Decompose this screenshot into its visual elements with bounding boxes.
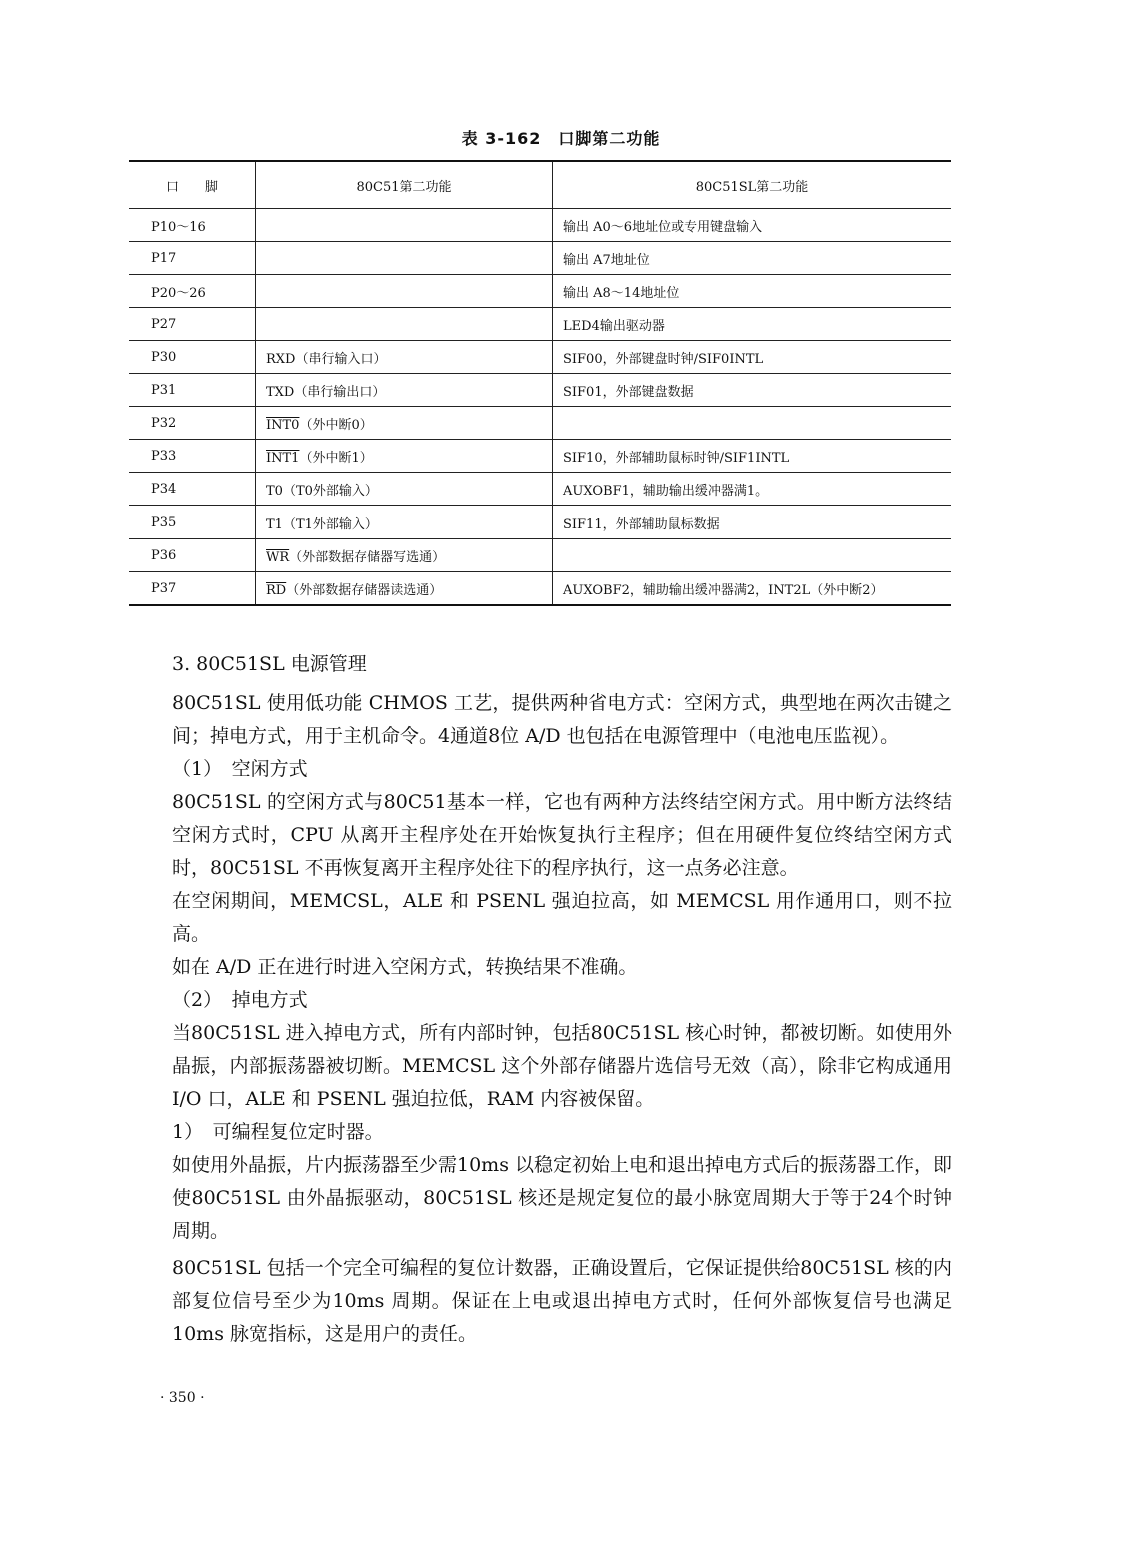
pin-cell: P27 <box>129 308 256 341</box>
f80c51sl-cell <box>553 407 952 440</box>
f80c51sl-cell: AUXOBF2，辅助输出缓冲器满2，INT2L（外中断2） <box>553 572 952 606</box>
table-row <box>129 341 951 374</box>
overlined-signal: INT1 <box>266 450 300 466</box>
table-row <box>129 275 951 308</box>
pin-cell: P10～16 <box>129 209 256 242</box>
table-title: 表 3-162 口脚第二功能 <box>461 129 661 148</box>
table-header-row <box>129 161 951 209</box>
overlined-signal: INT0 <box>266 417 300 433</box>
pin-cell: P34 <box>129 473 256 506</box>
header-pin: 口 脚 <box>129 161 256 209</box>
body-text <box>172 648 952 1351</box>
f80c51-cell <box>256 407 553 440</box>
f80c51-cell <box>256 209 553 242</box>
f80c51sl-cell: LED4输出驱动器 <box>553 308 952 341</box>
f80c51-cell <box>256 308 553 341</box>
subheading: （2） 掉电方式 <box>172 989 308 1011</box>
pin-cell: P35 <box>129 506 256 539</box>
paragraph: 80C51SL 使用低功能 CHMOS 工艺，提供两种省电方式：空闲方式，典型地在两次击键之间；掉电方式，用于主机命令。4通道8位 A/D 也包括在电源管理中（电池电压监视）。 <box>172 692 952 747</box>
pin-cell: P36 <box>129 539 256 572</box>
signal-description: （外部数据存储器写选通） <box>289 549 446 565</box>
table-row <box>129 539 951 572</box>
header-80c51: 80C51第二功能 <box>256 161 553 209</box>
pin-cell: P33 <box>129 440 256 473</box>
paragraph: 当80C51SL 进入掉电方式，所有内部时钟，包括80C51SL 核心时钟，都被切断。如使用外晶振，内部振荡器被切断。MEMCSL 这个外部存储器片选信号无效（高），除非它构成通用 I/O 口，ALE 和 PSENL 强迫拉低，RAM 内容被保留。 <box>172 1022 952 1110</box>
table-row <box>129 440 951 473</box>
f80c51sl-cell: AUXOBF1，辅助输出缓冲器满1。 <box>553 473 952 506</box>
f80c51-cell: T0（T0外部输入） <box>256 473 553 506</box>
table-row <box>129 308 951 341</box>
f80c51sl-cell: 输出 A0～6地址位或专用键盘输入 <box>553 209 952 242</box>
table-row <box>129 572 951 606</box>
header-80c51sl: 80C51SL第二功能 <box>553 161 952 209</box>
f80c51-cell <box>256 242 553 275</box>
table-row <box>129 473 951 506</box>
overlined-signal: $\overline{WR}$ <box>266 549 290 565</box>
signal-description: （外部数据存储器读选通） <box>286 582 443 598</box>
pin-cell: P17 <box>129 242 256 275</box>
f80c51-cell <box>256 539 553 572</box>
signal-description: （外中断1） <box>299 450 373 466</box>
pin-function-table <box>129 160 951 606</box>
section-heading: 3. 80C51SL 电源管理 <box>172 653 367 675</box>
table-row <box>129 407 951 440</box>
f80c51sl-cell: 输出 A7地址位 <box>553 242 952 275</box>
table-row <box>129 209 951 242</box>
paragraph: 如使用外晶振，片内振荡器至少需10ms 以稳定初始上电和退出掉电方式后的振荡器工作，即使80C51SL 由外晶振驱动，80C51SL 核还是规定复位的最小脉宽周期大于等于24个时钟周期。 <box>172 1154 952 1242</box>
f80c51-cell: TXD（串行输出口） <box>256 374 553 407</box>
f80c51sl-cell: SIF11，外部辅助鼠标数据 <box>553 506 952 539</box>
f80c51sl-cell <box>553 539 952 572</box>
pin-cell: P30 <box>129 341 256 374</box>
f80c51-cell <box>256 572 553 606</box>
paragraph: 如在 A/D 正在进行时进入空闲方式，转换结果不准确。 <box>172 956 638 978</box>
pin-cell: P20～26 <box>129 275 256 308</box>
table-row <box>129 374 951 407</box>
paragraph: 80C51SL 的空闲方式与80C51基本一样，它也有两种方法终结空闲方式。用中断方法终结空闲方式时，CPU 从离开主程序处在开始恢复执行主程序；但在用硬件复位终结空闲方式时，80C51SL 不再恢复离开主程序处往下的程序执行，这一点务必注意。 <box>172 791 952 879</box>
f80c51-cell: T1（T1外部输入） <box>256 506 553 539</box>
overlined-signal: $\overline{RD}$ <box>266 582 287 598</box>
subheading: 1） 可编程复位定时器。 <box>172 1121 384 1143</box>
f80c51-cell: RXD（串行输入口） <box>256 341 553 374</box>
pin-cell: P37 <box>129 572 256 606</box>
f80c51-cell <box>256 440 553 473</box>
pin-cell: P31 <box>129 374 256 407</box>
subheading: （1） 空闲方式 <box>172 758 308 780</box>
paragraph: 在空闲期间，MEMCSL，ALE 和 PSENL 强迫拉高，如 MEMCSL 用作通用口，则不拉高。 <box>172 890 952 945</box>
paragraph: 80C51SL 包括一个完全可编程的复位计数器，正确设置后，它保证提供给80C51SL 核的内部复位信号至少为10ms 周期。保证在上电或退出掉电方式时，任何外部恢复信号也满足10ms 脉宽指标，这是用户的责任。 <box>172 1257 952 1345</box>
page-number: · 350 · <box>160 1390 205 1406</box>
f80c51sl-cell: SIF00，外部键盘时钟/SIF0INTL <box>553 341 952 374</box>
table-row <box>129 242 951 275</box>
pin-cell: P32 <box>129 407 256 440</box>
f80c51-cell <box>256 275 553 308</box>
f80c51sl-cell: 输出 A8～14地址位 <box>553 275 952 308</box>
signal-description: （外中断0） <box>299 417 373 433</box>
f80c51sl-cell: SIF10，外部辅助鼠标时钟/SIF1INTL <box>553 440 952 473</box>
table-row <box>129 506 951 539</box>
f80c51sl-cell: SIF01，外部键盘数据 <box>553 374 952 407</box>
